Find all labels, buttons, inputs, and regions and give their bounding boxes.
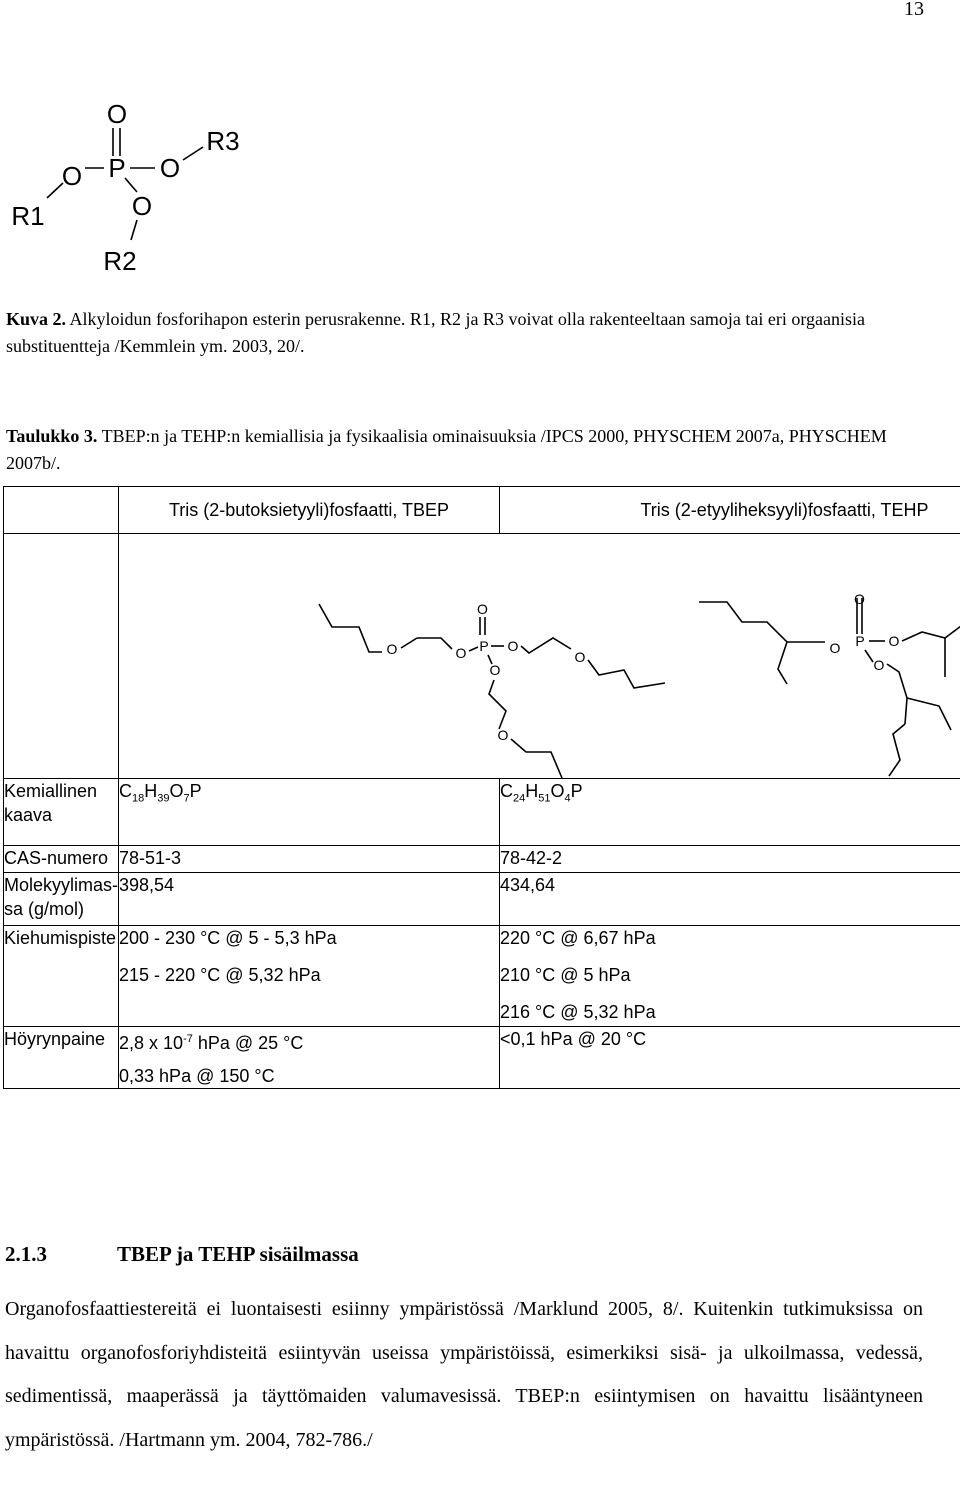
boiling-point-row [4,926,960,1027]
tbep-vapor-unit: hPa @ 25 °C [192,1033,304,1053]
r1-label: R1 [11,201,45,231]
table-header-row [4,487,960,534]
tbep-formula [119,779,500,846]
table-caption [6,423,941,477]
tehp-boiling-line: 216 °C @ 5,32 hPa [500,1002,656,1022]
tbep-vapor-line [119,1027,499,1064]
figure-caption-label: Kuva 2. [6,309,67,329]
oxygen-atom: O [497,727,509,743]
vapor-label: Höyrynpaine [4,1027,119,1089]
structure-cell [119,534,960,779]
structure-row [4,534,960,779]
oxygen-atom: O [131,191,153,221]
molar-mass-label [4,873,119,926]
figure-caption [6,306,941,360]
oxygen-atom: O [829,640,841,656]
formula-symbol: P [570,781,583,801]
oxygen-atom: O [574,649,586,665]
tbep-boiling [119,926,500,1027]
formula-subscript: 39 [157,792,170,805]
oxygen-atom: O [477,601,488,617]
structure-diagrams [119,534,960,778]
table-caption-label: Taulukko 3. [6,426,98,446]
formula-subscript: 7 [183,792,190,805]
page-number: 13 [904,0,924,20]
tehp-boiling [500,926,960,1027]
oxygen-atom: O [888,633,900,649]
phosphorus-atom: P [855,633,865,649]
formula-symbol: H [144,781,158,801]
r3-label: R3 [206,126,240,156]
molar-mass-row [4,873,960,926]
cas-label: CAS-numero [4,846,119,873]
tbep-molar-mass: 398,54 [119,873,500,926]
formula-symbol: H [525,781,539,801]
formula-subscript: 18 [132,792,145,805]
tbep-boiling-line: 215 - 220 °C @ 5,32 hPa [119,965,321,985]
tehp-boiling-line: 220 °C @ 6,67 hPa [500,928,656,948]
oxygen-atom: O [507,638,519,654]
tbep-vapor-mantissa: 2,8 x 10 [119,1033,184,1053]
molar-mass-label-line-2: sa (g/mol) [4,899,85,919]
formula-symbol: C [119,781,133,801]
formula-subscript: 4 [564,792,571,805]
tehp-formula [500,779,960,846]
tbep-vapor-exponent: -7 [183,1033,193,1045]
section-heading [5,1242,359,1267]
cas-row [4,846,960,873]
tbep-boiling-line: 200 - 230 °C @ 5 - 5,3 hPa [119,928,337,948]
oxygen-atom: O [106,99,128,129]
tehp-molar-mass: 434,64 [500,873,960,926]
phosphate-ester-structure [0,90,260,280]
formula-subscript: 24 [513,792,526,805]
section-number: 2.1.3 [5,1242,47,1266]
formula-label [4,779,119,846]
tehp-vapor: <0,1 hPa @ 20 °C [500,1027,960,1089]
tbep-vapor [119,1027,500,1089]
phosphorus-atom: P [479,638,489,654]
formula-label-line-1: Kemiallinen [4,781,98,801]
formula-subscript: 51 [538,792,551,805]
phosphorus-atom: P [108,153,126,183]
structure-label-cell [4,534,119,779]
oxygen-atom: O [159,153,181,183]
tbep-cas: 78-51-3 [119,846,500,873]
molar-mass-label-line-1: Molekyylimas- [4,875,119,895]
oxygen-atom: O [489,662,501,678]
oxygen-atom: O [873,657,885,673]
formula-symbol: C [500,781,514,801]
header-tbep: Tris (2-butoksietyyli)fosfaatti, TBEP [119,487,500,534]
oxygen-atom: O [854,591,865,607]
tehp-cas: 78-42-2 [500,846,960,873]
oxygen-atom: O [61,161,83,191]
section-title: TBEP ja TEHP sisäilmassa [117,1242,359,1266]
formula-symbol: P [189,781,202,801]
section-paragraph: Organofosfaattiestereitä ei luontaisesti esiinny ympäristössä /Marklund 2005, 8/. Kuitenkin tutkimuksissa on havaittu organofosforiyhdisteitä esiintyvän useissa ympäristöissä, esimerkiksi sisä- ja ulkoilmassa, vedessä, sedimentissä, maaperässä ja täyttömaiden valumavesissä. TBEP:n esiintymisen on havaittu lisääntyneen ympäristössä. /Hartmann ym. 2004, 782-786./ [5,1298,923,1451]
oxygen-atom: O [455,645,467,661]
oxygen-atom: O [386,641,398,657]
properties-table [3,486,960,1089]
r2-label: R2 [103,246,137,276]
header-empty-cell [4,487,119,534]
tehp-structure [699,591,960,776]
tbep-structure [319,601,665,778]
figure-caption-text: Alkyloidun fosforihapon esterin perusrakenne. R1, R2 ja R3 voivat olla rakenteeltaan samoja tai eri orgaanisia substituentteja /Kemmlein ym. 2003, 20/. [6,309,865,356]
tbep-vapor-line: 0,33 hPa @ 150 °C [119,1066,275,1086]
tehp-boiling-line: 210 °C @ 5 hPa [500,965,631,985]
formula-label-line-2: kaava [4,805,53,825]
formula-symbol: O [550,781,565,801]
table-caption-text: TBEP:n ja TEHP:n kemiallisia ja fysikaalisia ominaisuuksia /IPCS 2000, PHYSCHEM 2007a, PHYSCHEM 2007b/. [6,426,887,473]
formula-symbol: O [169,781,184,801]
formula-row [4,779,960,846]
header-tehp: Tris (2-etyyliheksyyli)fosfaatti, TEHP [500,487,960,534]
boiling-label: Kiehumispiste [4,926,119,1027]
vapor-pressure-row [4,1027,960,1089]
